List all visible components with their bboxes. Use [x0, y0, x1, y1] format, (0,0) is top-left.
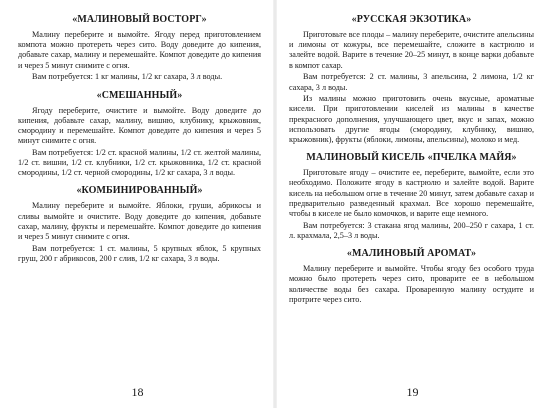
paragraph: Вам потребуется: 3 стакана ягод малины, 200–250 г сахара, 1 ст. л. крахмала, 2,5–3 л воды. [289, 220, 534, 240]
paragraph: Вам потребуется: 1 кг малины, 1/2 кг сахара, 3 л воды. [32, 72, 223, 82]
paragraph: Ягоду переберите, очистите и вымойте. Воду доведите до кипения, добавьте сахар, малину, вишню, клубнику, крыжовник, смородину и перемешайте. Компот доведите до кипения и через 5 минут снимите с огня. [18, 105, 261, 146]
section-heading: МАЛИНОВЫЙ КИСЕЛЬ «ПЧЕЛКА МАЙЯ» [306, 152, 517, 164]
section-heading: «КОМБИНИРОВАННЫЙ» [76, 185, 203, 197]
right-page [275, 0, 550, 408]
section-heading: «МАЛИНОВЫЙ ВОСТОРГ» [72, 14, 207, 25]
paragraph: Вам потребуется: 2 ст. малины, 3 апельсина, 2 лимона, 1/2 кг сахара, 3 л воды. [289, 72, 534, 92]
section-heading: «СМЕШАННЫЙ» [96, 89, 183, 101]
paragraph: Из малины можно приготовить очень вкусные, ароматные кисели. При приготовлении киселей из малины в качестве прекрасного дополнения, улучшающего цвет, вкус и запах, можно использовать другие ягоды (смородину, клубнику, вишню, крыжовник), фрукты (яблоки, лимоны, апельсины), молоко и мед. [289, 94, 534, 145]
section-heading: «РУССКАЯ ЭКЗОТИКА» [351, 14, 472, 25]
paragraph: Приготовьте все плоды – малину переберите, очистите апельсины и лимоны от кожуры, все перемешайте, сложите в кастрюлю и залейте водой. Варите в течение 20–25 минут, в конце варки добавьте в компот сахар. [289, 30, 534, 70]
paragraph: Малину переберите и вымойте. Чтобы ягоду без особого труда можно было протереть через сито, проварите ее в небольшом количестве воды без сахара. Проваренную малину остудите и протрите через сито. [289, 264, 534, 304]
page-number: 19 [406, 385, 419, 399]
paragraph: Малину переберите и вымойте. Ягоду перед приготовлением компота можно протереть через сито. Воду доведите до кипения, добавьте сахар, малину и перемешайте. Компот доведите до кипения и через 5 минут снимите с огня. [18, 30, 261, 70]
paragraph: Приготовьте ягоду – очистите ее, переберите, вымойте, если это необходимо. Положите ягоду в кастрюлю и залейте водой. Варите кисель на небольшом огне в течение 20 минут, затем добавьте сахар и предварительно разведенный крахмал. Все хорошо перемешайте, чтобы в киселе не было комочков, и варите еще немного. [289, 168, 534, 219]
page-number: 18 [131, 385, 144, 399]
paragraph: Малину переберите и вымойте. Яблоки, груши, абрикосы и сливы вымойте и очистите. Воду доведите до кипения, добавьте сахар, малину, фрукты и перемешайте. Компот доведите до кипения и через 5 минут снимите с огня. [18, 201, 261, 242]
paragraph: Вам потребуется: 1/2 ст. красной малины, 1/2 ст. желтой малины, 1/2 ст. вишни, 1/2 ст. клубники, 1/2 ст. крыжовника, 1/2 ст. красной смородины, 1/2 ст. черной смородины, 1/2 кг сахара, 3 л воды. [18, 147, 261, 178]
section-heading: «МАЛИНОВЫЙ АРОМАТ» [346, 248, 477, 260]
paragraph: Вам потребуется: 1 ст. малины, 5 крупных яблок, 5 крупных груш, 200 г абрикосов, 200 г слив, 1/2 кг сахара, 3 л воды. [18, 243, 261, 263]
